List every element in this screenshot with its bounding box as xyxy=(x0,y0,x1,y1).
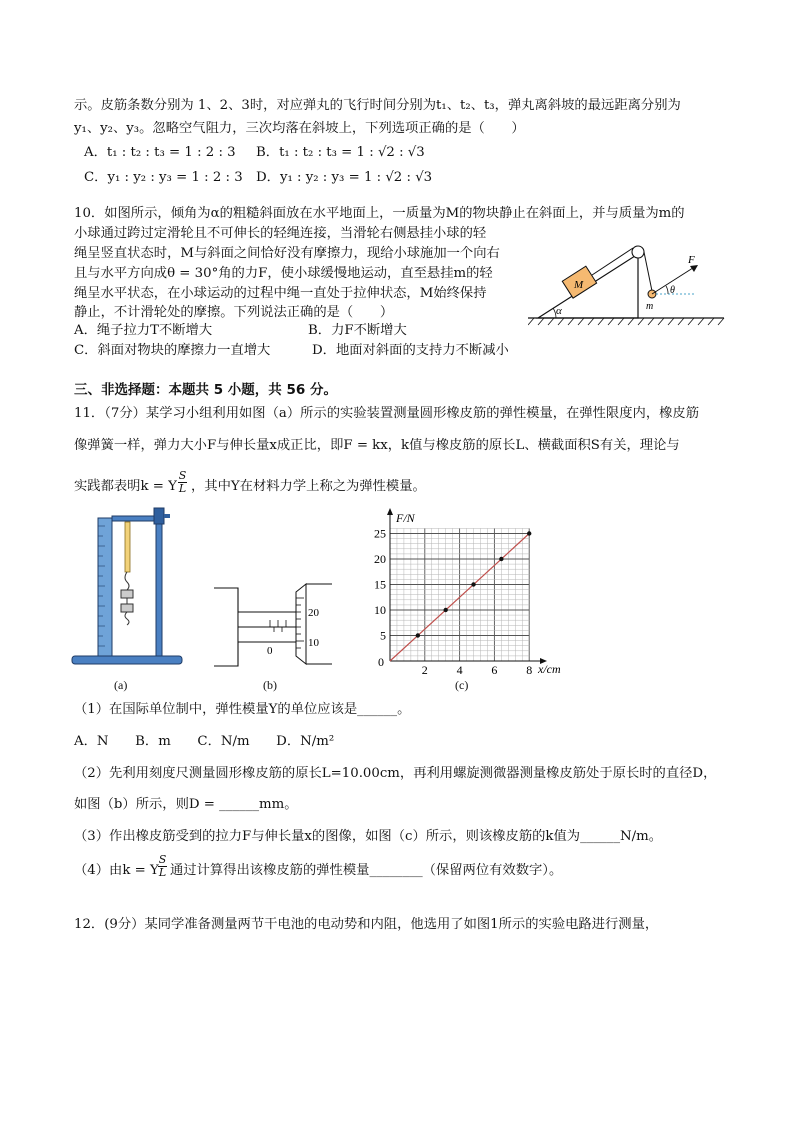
clamp xyxy=(154,508,164,524)
q11-sub1: （1）在国际单位制中，弹性模量Y的单位应该是______。 xyxy=(74,702,411,717)
weight-2 xyxy=(121,604,133,612)
thimble-label-20: 20 xyxy=(308,607,319,619)
rope-incline xyxy=(586,248,633,279)
q12-line1: 12．(9分）某同学准备测量两节干电池的电动势和内阻，他选用了如图1所示的实验电路进行测量， xyxy=(74,917,659,932)
q11-sub2: （2）先利用刻度尺测量圆形橡皮筋的原长L=10.00cm，再利用螺旋测微器测量橡皮筋处于原长时的直径D， xyxy=(74,766,717,781)
ground-hatch xyxy=(528,318,724,325)
q11-fraction xyxy=(178,470,187,495)
q11-sub4-post: 通过计算得出该橡皮筋的弹性模量________（保留两位有效数字）。 xyxy=(170,863,563,878)
q10-option-d: D．地面对斜面的支持力不断减小 xyxy=(312,343,509,358)
caption-c: (c) xyxy=(455,678,469,692)
force-F-label: F xyxy=(688,254,695,266)
ball-m-label: m xyxy=(646,301,654,312)
micrometer-thimble xyxy=(296,584,306,664)
q10-line1: 10．如图所示，倾角为α的粗糙斜面放在水平地面上，一质量为M的物块静止在斜面上，并与质量为m的 xyxy=(74,206,685,221)
ruler xyxy=(98,518,112,656)
data-point xyxy=(471,582,475,586)
block-M-label: M xyxy=(574,279,584,291)
q11-line1: 11．（7分）某学习小组利用如图（a）所示的实验装置测量圆形橡皮筋的弹性模量，在弹性限度内，橡皮筋 xyxy=(74,406,700,421)
chart-origin-label: 0 xyxy=(378,655,384,669)
pulley xyxy=(632,246,644,258)
fraction-denominator: L xyxy=(178,482,187,495)
stand-pole xyxy=(156,512,162,656)
incline-pulley-figure xyxy=(528,236,728,328)
q9-line1: 示。皮筋条数分别为 1、2、3时，对应弹丸的飞行时间分别为t₁、t₂、t₃，弹丸离斜坡的最远距离分别为 xyxy=(74,98,681,113)
q11-line2: 像弹簧一样，弹力大小F与伸长量x成正比，即F = kx，k值与橡皮筋的原长L、横截面积S有关，理论与 xyxy=(74,438,680,453)
fraction-numerator: S xyxy=(158,853,167,866)
micrometer-frame xyxy=(214,588,238,666)
q10-line4: 且与水平方向成θ = 30°角的力F，使小球缓慢地运动，直至悬挂m的轻 xyxy=(74,266,493,281)
q10-line2: 小球通过跨过定滑轮且不可伸长的轻绳连接，当滑轮右侧悬挂小球的轻 xyxy=(74,226,487,241)
x-tick-label: 2 xyxy=(421,663,428,676)
q10-line3: 绳呈竖直状态时，M与斜面之间恰好没有摩擦力，现给小球施加一个向右 xyxy=(74,246,500,261)
q10-line5: 绳呈水平状态，在小球运动的过程中绳一直处于拉伸状态，M始终保持 xyxy=(74,286,487,301)
y-tick-label: 5 xyxy=(380,628,386,643)
q9-option-a: A．t₁ : t₂ : t₃ = 1 : 2 : 3 xyxy=(84,145,236,160)
q9-option-d: D．y₁ : y₂ : y₃ = 1 : √2 : √3 xyxy=(256,170,433,185)
data-point xyxy=(443,608,447,612)
x-tick-label: 8 xyxy=(526,663,533,676)
q11-sub3: （3）作出橡皮筋受到的拉力F与伸长量x的图像，如图（c）所示，则该橡皮筋的k值为______N/m。 xyxy=(74,829,662,844)
q11-sub2b: 如图（b）所示，则D = ______mm。 xyxy=(74,797,298,812)
q11-sub1-options: A．N B．m C．N/m D．N/m² xyxy=(74,734,335,749)
data-point xyxy=(416,633,420,637)
q11-line3-post: ，其中Y在材料力学上称之为弹性模量。 xyxy=(191,479,426,494)
chart-y-label: F/N xyxy=(396,511,415,525)
figure-a-apparatus xyxy=(70,506,186,670)
figure-b-micrometer xyxy=(212,578,336,670)
q9-option-b: B．t₁ : t₂ : t₃ = 1 : √2 : √3 xyxy=(256,145,425,160)
sleeve-label-0: 0 xyxy=(267,645,273,657)
q9-line2: y₁、y₂、y₃。忽略空气阻力，三次均落在斜坡上，下列选项正确的是（ ） xyxy=(74,121,525,136)
alpha-label: α xyxy=(556,305,562,317)
stand-arm xyxy=(112,516,160,521)
x-tick-label: 4 xyxy=(456,663,463,676)
chart-x-label: x/cm xyxy=(538,662,561,676)
q10-option-a: A．绳子拉力T不断增大 xyxy=(74,323,213,338)
y-tick-label: 20 xyxy=(374,552,386,566)
y-tick-label: 10 xyxy=(374,603,386,617)
data-point xyxy=(499,557,503,561)
caption-b: (b) xyxy=(263,678,277,692)
stand-base xyxy=(72,656,182,664)
figure-c-chart xyxy=(360,506,576,676)
y-axis-arrow xyxy=(387,508,393,515)
q10-line6: 静止，不计滑轮处的摩擦。下列说法正确的是（ ） xyxy=(74,305,394,320)
fraction-numerator: S xyxy=(178,469,187,482)
section-3-title: 三、非选择题：本题共 5 小题，共 56 分。 xyxy=(74,382,337,398)
weight-1 xyxy=(121,590,133,598)
q11-sub4-fraction xyxy=(158,854,167,879)
y-tick-label: 25 xyxy=(374,526,386,541)
x-tick-label: 6 xyxy=(491,663,498,676)
rubber-band xyxy=(125,522,130,572)
theta-label: θ xyxy=(670,285,675,296)
data-point xyxy=(527,531,531,535)
q11-line3-pre: 实践都表明k = Y xyxy=(74,479,177,494)
q9-option-c: C．y₁ : y₂ : y₃ = 1 : 2 : 3 xyxy=(84,170,243,185)
rope-hanging xyxy=(644,252,652,291)
q10-option-c: C．斜面对物块的摩擦力一直增大 xyxy=(74,343,271,358)
y-tick-label: 15 xyxy=(374,577,386,592)
q10-option-b: B．力F不断增大 xyxy=(308,323,407,338)
q11-sub4-pre: （4）由k = Y xyxy=(74,863,159,878)
fraction-denominator: L xyxy=(158,866,167,879)
caption-a: (a) xyxy=(114,678,128,692)
thimble-label-10: 10 xyxy=(308,637,319,649)
